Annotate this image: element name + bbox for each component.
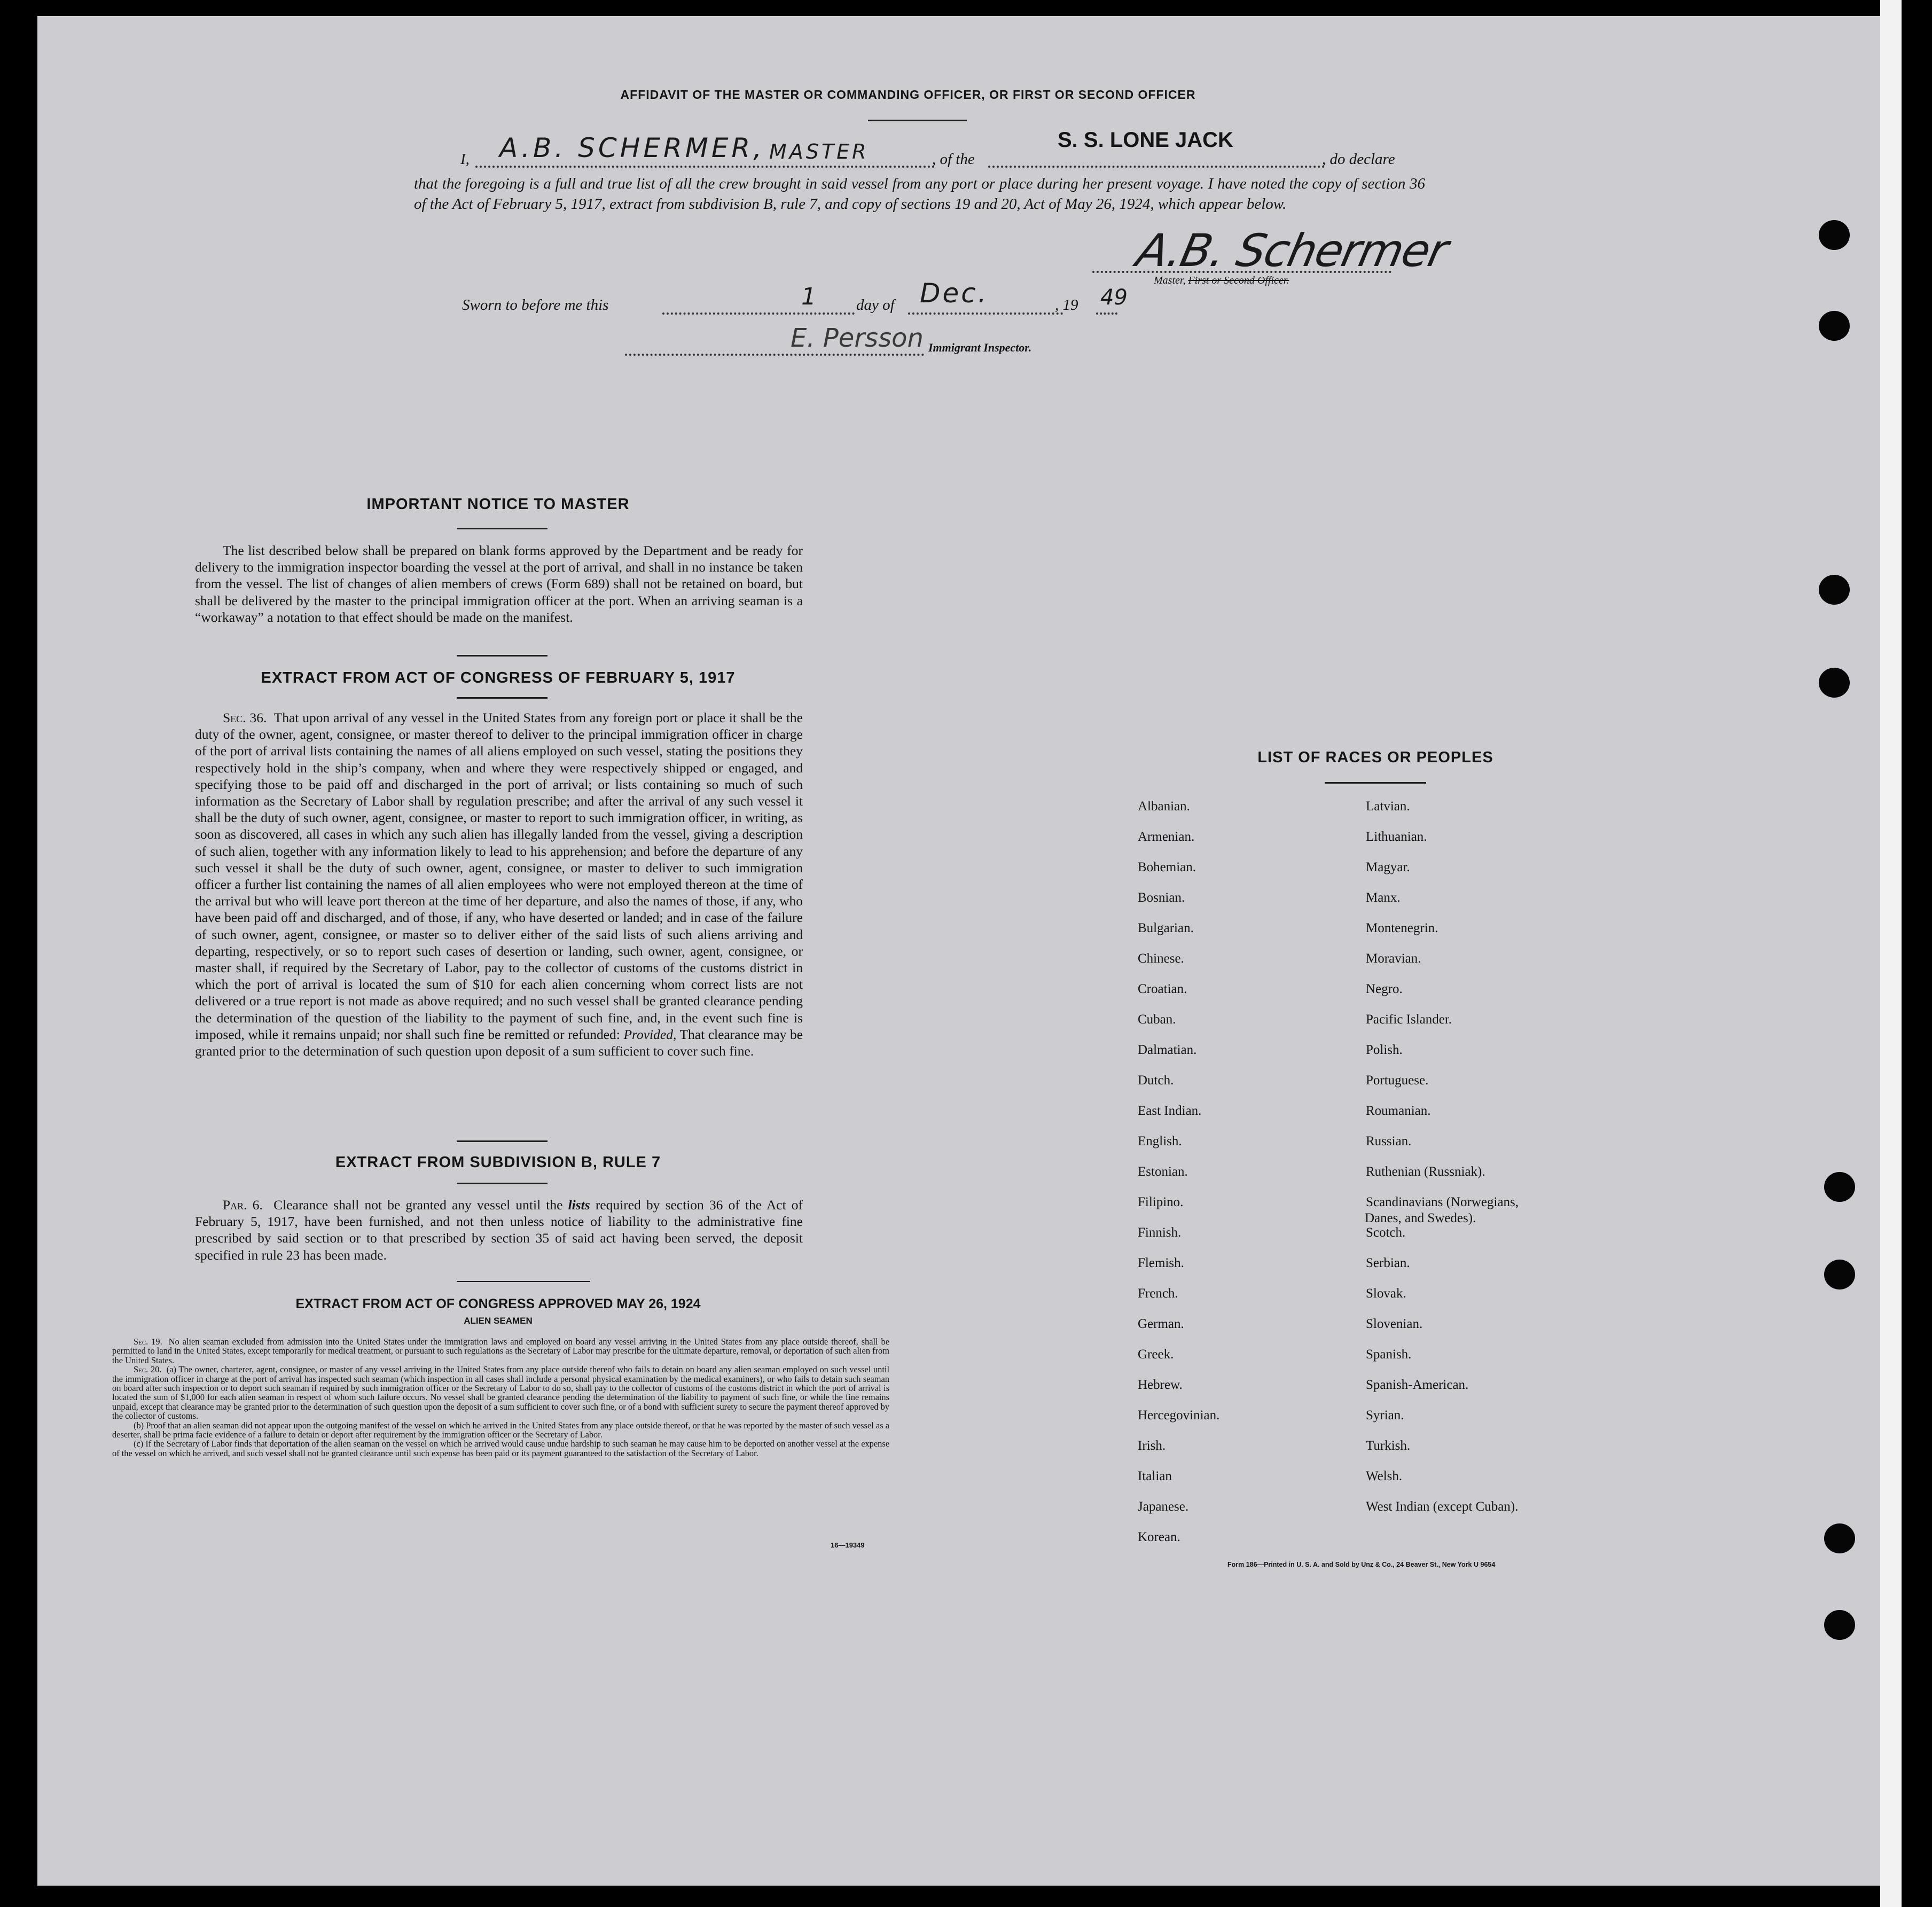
race-item: Manx. (1366, 890, 1401, 905)
race-item: French. (1138, 1286, 1178, 1301)
binder-hole (1819, 220, 1850, 250)
race-item: Serbian. (1366, 1256, 1410, 1270)
master-name-handwritten: A.B. SCHERMER, (499, 132, 765, 163)
race-item: Moravian. (1366, 951, 1421, 966)
notice-heading: IMPORTANT NOTICE TO MASTER (366, 496, 630, 513)
race-item: Greek. (1138, 1347, 1174, 1362)
struck-officer-label: First or Second Officer. (1188, 275, 1289, 286)
race-item: Filipino. (1138, 1195, 1184, 1209)
race-item: Magyar. (1366, 860, 1410, 874)
master-label: Master, First or Second Officer. (1154, 275, 1289, 286)
binder-hole (1819, 575, 1850, 605)
binder-hole (1824, 1523, 1855, 1553)
affidavit-declaration: that the foregoing is a full and true list of all the crew brought in said vessel from any port or place during her present voyage. I have noted the copy of section 36 of the Act of February 5, 1917, extract from subdivision B, rule 7, and copy of sections 19 and 20, Act of May 26, 1924, which appear below. (414, 175, 1425, 213)
race-item: Hercegovinian. (1138, 1408, 1220, 1423)
page-edge (1880, 0, 1902, 1907)
race-item: Irish. (1138, 1439, 1166, 1453)
race-item: Latvian. (1366, 799, 1410, 814)
race-item: Slovenian. (1366, 1317, 1423, 1331)
extract-rule7-heading: EXTRACT FROM SUBDIVISION B, RULE 7 (335, 1154, 661, 1171)
binder-hole (1819, 311, 1850, 341)
races-heading: LIST OF RACES OR PEOPLES (1257, 749, 1493, 766)
race-item: East Indian. (1138, 1104, 1202, 1118)
race-item: Dutch. (1138, 1073, 1174, 1088)
race-item: Spanish-American. (1366, 1378, 1469, 1392)
of-the-label: , of the (932, 151, 975, 168)
inspector-signature: E. Persson (791, 323, 924, 353)
form-footer: Form 186—Printed in U. S. A. and Sold by Unz & Co., 24 Beaver St., New York U 9654 (1227, 1561, 1496, 1568)
race-item: Roumanian. (1366, 1104, 1431, 1118)
heading-rule (868, 120, 967, 121)
inspector-label: Immigrant Inspector. (928, 341, 1032, 354)
race-item: Bosnian. (1138, 890, 1185, 905)
race-item: Polish. (1366, 1043, 1403, 1057)
do-declare-label: , do declare (1322, 151, 1395, 168)
race-item: Portuguese. (1366, 1073, 1429, 1088)
race-item: Japanese. (1138, 1499, 1189, 1514)
sworn-label: Sworn to before me this (462, 296, 609, 314)
race-item: Flemish. (1138, 1256, 1184, 1270)
race-item: English. (1138, 1134, 1182, 1148)
rank-handwritten: MASTER (769, 140, 869, 163)
alien-seamen-subheading: ALIEN SEAMEN (464, 1316, 533, 1326)
race-item: Finnish. (1138, 1225, 1182, 1240)
binder-hole (1819, 668, 1850, 698)
i-label: I, (460, 151, 470, 168)
section-36-text: Sec. 36. That upon arrival of any vessel in the United States from any foreign port or place it shall be the duty of the owner, agent, consignee, or master thereof to deliver to the principal immigration officer in charge of the port of arrival lists containing the names of all aliens employed on such vessel, stating the positions they respectively hold in the ship’s company, when and where they were respectively shipped or engaged, and specifying those to be paid off and discharged in the port of arrival; or lists containing so much of such information as the Secretary of Labor shall by regulation prescribe; and after the arrival of any such vessel it shall be the duty of such owner, agent, consignee, or master to report to such immigration officer, in writing, as soon as discovered, all cases in which any such alien has illegally landed from the vessel, giving a description of such alien, together with any information likely to lead to his apprehension; and before the departure of any such vessel it shall be the duty of such owner, agent, consignee, or master to deliver to such immigration officer a further list containing the names of all alien employees who were not employed thereon at the time of the arrival but who will leave port thereon at the time of her departure, and also the names of those, if any, who have been paid off and discharged, and of those, if any, who have deserted or landed; and in case of the failure of such owner, agent, consignee, or master so to deliver either of the said lists of such aliens arriving and departing, respectively, or so to report such cases of desertion or landing, such owner, agent, consignee, or master shall, if required by the Secretary of Labor, pay to the collector of customs of the customs district in which the port of arrival is located the sum of $10 for each alien concerning whom correct lists are not delivered or a true report is not made as above required; and no such vessel shall be granted clearance pending the determination of the question of the liability to the payment of such fine, and, in the event such fine is imposed, while it remains unpaid; nor shall such fine be remitted or refunded: Provided, That clearance may be granted prior to the determination of such question upon deposit of a sum sufficient to cover such fine. (195, 710, 803, 1059)
affidavit-heading: AFFIDAVIT OF THE MASTER OR COMMANDING OFFICER, OR FIRST OR SECOND OFFICER (620, 88, 1196, 101)
race-item: Ruthenian (Russniak). (1366, 1164, 1485, 1179)
month-handwritten: Dec. (920, 278, 989, 309)
race-item: German. (1138, 1317, 1184, 1331)
race-item: Dalmatian. (1138, 1043, 1197, 1057)
race-item: Slovak. (1366, 1286, 1406, 1301)
race-item: Armenian. (1138, 830, 1195, 844)
race-item: Lithuanian. (1366, 830, 1427, 844)
sections-19-20-text: Sec. 19. No alien seaman excluded from admission into the United States under the immigration laws and employed on board any vessel arriving in the United States from any place outside thereof, shall be permitted to land in the United States, except temporarily for medical treatment, or pursuant to such regulations as the Secretary of Labor may prescribe for the ultimate departure, removal, or deportation of such alien from the United States. Sec. 20. (a) The owner, charterer, agent, consignee, or master of any vessel arriving in the United States from any place outside thereof who fails to detain on board any alien seaman employed on such vessel until the immigration officer in charge at the port of arrival has inspected such seaman (which inspection in all cases shall include a personal physical examination by the medical examiners), or who fails to detain such seaman on board after such inspection or to deport such seaman if required by such immigration officer or the Secretary of Labor to do so, shall pay to the collector of customs of the customs district in which the port of arrival is located the sum of $1,000 for each alien seaman in respect of whom such failure occurs. No vessel shall be granted clearance pending the determination of the liability to payment of such fine, or while the fine remains unpaid, except that clearance may be granted prior to the determination of such question upon the deposit of a sum sufficient to cover such fine, or of a bond with sufficient surety to secure the payment thereof approved by the collector of customs. (b) Proof that an alien seaman did not appear upon the outgoing manifest of the vessel on which he arrived in the United States from any place outside thereof, or that he was reported by the master of such vessel as a deserter, shall be prima facie evidence of a failure to detain or deport after requirement by the immigration officer or the Secretary of Labor. (c) If the Secretary of Labor finds that deportation of the alien seaman on the vessel on which he arrived would cause undue hardship to such seaman he may cause him to be deported on another vessel at the expense of the vessel on which he arrived, and such vessel shall not be granted clearance until such expense has been paid or its payment guaranteed to the satisfaction of the Secretary of Labor. (112, 1337, 890, 1458)
race-item: Bulgarian. (1138, 921, 1194, 935)
binder-hole (1824, 1172, 1855, 1202)
race-item: Montenegrin. (1366, 921, 1438, 935)
race-item: Albanian. (1138, 799, 1190, 814)
vessel-name-stamp: S. S. LONE JACK (1058, 128, 1233, 152)
binder-hole (1824, 1260, 1855, 1289)
race-item: Turkish. (1366, 1439, 1411, 1453)
paragraph-6-text: Par. 6. Clearance shall not be granted any vessel until the lists required by section 36 of the Act of February 5, 1917, have been furnished, and not then unless notice of liability to the administrative fine prescribed by said section or to that prescribed by section 35 of said act having been served, the deposit specified in rule 23 has been made. (195, 1197, 803, 1263)
race-item: Scandinavians (Norwegians, (1366, 1195, 1519, 1209)
extract-1917-heading: EXTRACT FROM ACT OF CONGRESS OF FEBRUARY 5, 1917 (261, 669, 736, 686)
race-item: Syrian. (1366, 1408, 1404, 1423)
race-item: Cuban. (1138, 1012, 1176, 1027)
day-of-label: day of (856, 296, 895, 314)
race-item: Korean. (1138, 1530, 1180, 1544)
print-code: 16—19349 (831, 1541, 865, 1549)
paragraph-6-label: Par. 6. (223, 1197, 263, 1213)
race-item: Croatian. (1138, 982, 1187, 996)
binder-hole (1824, 1610, 1855, 1640)
race-item: Russian. (1366, 1134, 1412, 1148)
race-item: Estonian. (1138, 1164, 1188, 1179)
race-item: Italian (1138, 1469, 1172, 1483)
race-item: Scotch. (1366, 1225, 1406, 1240)
notice-text: The list described below shall be prepared on blank forms approved by the Department and be ready for delivery to the immigration inspector boarding the vessel at the port of arrival, and shall in no instance be taken from the vessel. The list of changes of alien members of crews (Form 689) shall not be retained on board, but shall be delivered by the master to the principal immigration officer at the port. When an arriving seaman is a “workaway” a notation to that effect should be made on the manifest. (195, 543, 803, 625)
race-item: Danes, and Swedes). (1365, 1211, 1476, 1225)
race-item: Pacific Islander. (1366, 1012, 1452, 1027)
race-item: Spanish. (1366, 1347, 1412, 1362)
master-signature: A.B. Schermer (1132, 224, 1452, 277)
race-item: Hebrew. (1138, 1378, 1183, 1392)
race-item: Bohemian. (1138, 860, 1196, 874)
race-item: West Indian (except Cuban). (1366, 1499, 1519, 1514)
day-handwritten: 1 (801, 283, 816, 310)
extract-1924-heading: EXTRACT FROM ACT OF CONGRESS APPROVED MAY 26, 1924 (295, 1296, 701, 1311)
race-item: Chinese. (1138, 951, 1184, 966)
section-36-label: Sec. 36. (223, 710, 267, 725)
year-handwritten: 49 (1100, 285, 1128, 310)
race-item: Welsh. (1366, 1469, 1403, 1483)
race-item: Negro. (1366, 982, 1403, 996)
year-prefix: , 19 (1055, 296, 1078, 314)
